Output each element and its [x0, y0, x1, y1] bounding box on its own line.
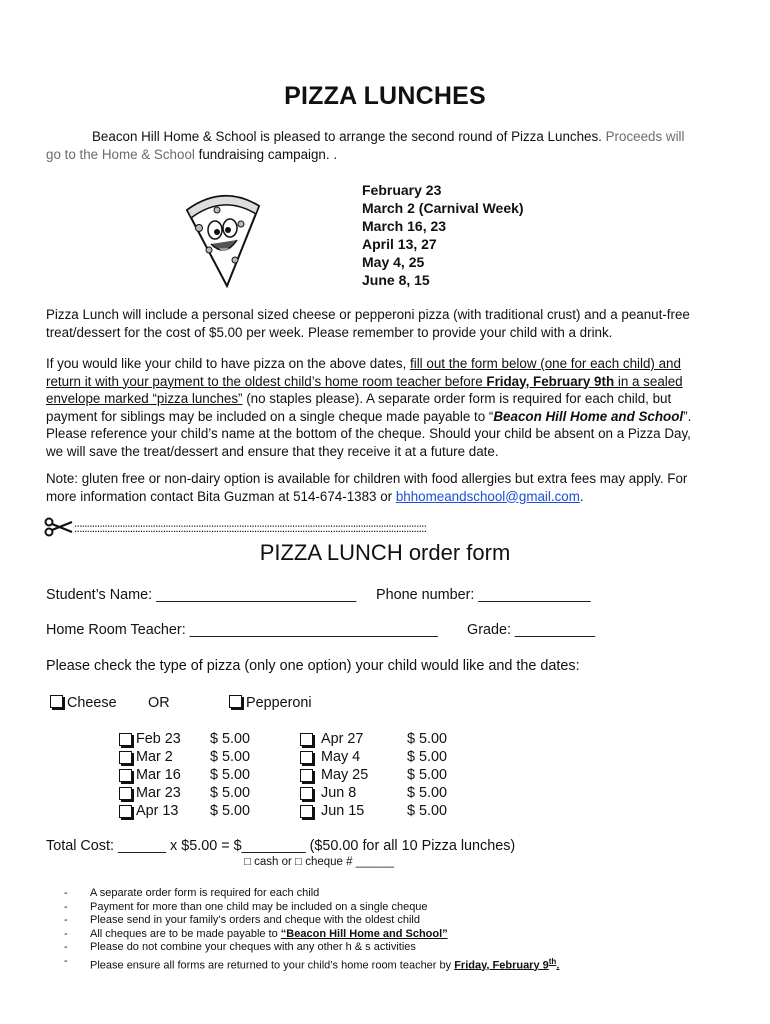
- schedule-row[interactable]: [119, 766, 250, 784]
- phone-row: [376, 587, 590, 603]
- instr-line: [46, 408, 746, 426]
- check-prompt: Please check the type of pizza (only one option) your child would like and the dates:: [46, 658, 580, 674]
- schedule-price: $ 5.00: [210, 749, 251, 765]
- schedule-row[interactable]: [119, 784, 250, 802]
- instr-line: [46, 390, 746, 408]
- cheese-checkbox[interactable]: [50, 695, 63, 708]
- intro-text: Beacon Hill Home & School is pleased to arrange the second round of Pizza Lunches.: [92, 129, 606, 144]
- date-checkbox[interactable]: [300, 805, 313, 818]
- or-text: OR: [148, 695, 170, 711]
- schedule-date: Jun 8: [321, 785, 357, 801]
- pepperoni-label: Pepperoni: [246, 695, 312, 711]
- schedule-row[interactable]: [119, 802, 250, 820]
- schedule-date: Mar 23: [136, 785, 181, 801]
- total-cost-line[interactable]: Total Cost: ______ x $5.00 = $________ ($50.00 for all 10 Pizza lunches): [46, 838, 516, 854]
- schedule-price: $ 5.00: [210, 731, 251, 747]
- date-checkbox[interactable]: [119, 769, 132, 782]
- schedule-date: Mar 2: [136, 749, 173, 765]
- student-name-label: Student’s Name:: [46, 587, 157, 603]
- schedule-price: $ 5.00: [407, 767, 448, 783]
- schedule-price: $ 5.00: [407, 749, 448, 765]
- reminder-text: Please do not combine your cheques with any other h & s activities: [90, 941, 416, 953]
- reminder-item: [64, 928, 559, 942]
- includes-line: Pizza Lunch will include a personal sized cheese or pepperoni pizza (with traditional crust) and a peanut-free: [46, 307, 690, 322]
- note-text: .: [579, 488, 584, 504]
- schedule-left: [119, 730, 250, 820]
- instr-text: (no staples please). A separate order form is required for each child, but: [242, 391, 672, 406]
- bullet-dash: -: [64, 941, 68, 953]
- schedule-date: Feb 23: [136, 731, 181, 747]
- schedule-row[interactable]: [300, 730, 447, 748]
- bullet-dash: -: [64, 914, 68, 926]
- reminder-text: Payment for more than one child may be included on a single cheque: [90, 900, 428, 913]
- schedule-price: $ 5.00: [210, 803, 251, 819]
- student-name-field-ext[interactable]: ______: [308, 587, 357, 603]
- schedule-price: $ 5.00: [210, 785, 251, 801]
- grade-label: Grade:: [467, 622, 515, 638]
- pizza-dates-list: [362, 181, 524, 289]
- date-checkbox[interactable]: [300, 769, 313, 782]
- intro-proceeds: Proceeds will: [605, 129, 685, 144]
- schedule-row[interactable]: [300, 784, 447, 802]
- instr-text: payment for siblings may be included on a single cheque made payable to “: [46, 408, 494, 424]
- page-title: PIZZA LUNCHES: [284, 82, 486, 110]
- date-checkbox[interactable]: [119, 733, 132, 746]
- date-item: May 4, 25: [362, 254, 425, 270]
- bullet-dash: -: [64, 887, 68, 899]
- reminder-item: [64, 955, 559, 973]
- schedule-row[interactable]: [300, 766, 447, 784]
- grade-field[interactable]: __________: [515, 622, 596, 638]
- note-text: more information contact Bita Guzman at 514-674-1383 or: [46, 488, 396, 504]
- instr-line: Please reference your child’s name at the bottom of the cheque. Should your child be absent on a Pizza Day,: [46, 426, 691, 441]
- reminder-item: [64, 941, 559, 955]
- schedule-price: $ 5.00: [210, 767, 251, 783]
- pizza-slice-illustration: [183, 188, 263, 288]
- schedule-date: May 4: [321, 749, 361, 765]
- reminder-text: Please send in your family’s orders and cheque with the oldest child: [90, 914, 420, 926]
- schedule-date: May 25: [321, 767, 369, 783]
- date-item: March 2 (Carnival Week): [362, 200, 524, 216]
- deadline-bold: Friday, February 9: [454, 959, 549, 972]
- instr-line: [46, 373, 746, 391]
- reminder-text: All cheques are to be made payable to: [90, 927, 281, 940]
- cheese-option[interactable]: [50, 695, 117, 711]
- schedule-date: Mar 16: [136, 767, 181, 783]
- date-checkbox[interactable]: [119, 805, 132, 818]
- schedule-date: Jun 15: [321, 803, 365, 819]
- date-checkbox[interactable]: [300, 751, 313, 764]
- pepperoni-checkbox[interactable]: [229, 695, 242, 708]
- contact-email-link[interactable]: bhhomeandschool@gmail.com: [395, 488, 580, 504]
- pepperoni-option[interactable]: [229, 695, 312, 711]
- date-item: April 13, 27: [362, 236, 437, 252]
- schedule-date: Apr 27: [321, 731, 364, 747]
- intro-home-school: go to the Home & School: [46, 147, 199, 162]
- teacher-label: Home Room Teacher:: [46, 622, 190, 638]
- date-checkbox[interactable]: [119, 787, 132, 800]
- date-item: June 8, 15: [362, 272, 430, 288]
- phone-field[interactable]: ______________: [478, 587, 591, 603]
- note-line: Note: gluten free or non-dairy option is available for children with food allergies but extra fees may apply. For: [46, 471, 688, 486]
- reminder-item: [64, 887, 559, 901]
- instructions-paragraph: [46, 355, 746, 460]
- date-checkbox[interactable]: [300, 733, 313, 746]
- bullet-dash: -: [64, 954, 68, 967]
- schedule-price: $ 5.00: [407, 731, 448, 747]
- instr-line: we will save the treat/dessert and ensure that they receive it at a future date.: [46, 443, 499, 459]
- date-item: March 16, 23: [362, 218, 447, 234]
- bullet-dash: -: [64, 927, 68, 940]
- intro-campaign: fundraising campaign. .: [198, 147, 338, 162]
- cut-line: :::::::::::::::::::::::::::::::::::::::::::::::::::::::::::::::::::::::::::::::::::::::::::::::::::::::::::::::::::::::::::::::::::::::::::: [74, 521, 427, 535]
- schedule-right: [300, 730, 447, 820]
- teacher-field[interactable]: _______________________________: [189, 622, 438, 638]
- date-checkbox[interactable]: [119, 751, 132, 764]
- instr-text: If you would like your child to have pizza on the above dates,: [46, 356, 410, 371]
- deadline-period: .: [556, 959, 560, 972]
- payee-name-bold: “Beacon Hill Home and School”: [280, 927, 448, 940]
- instr-text: ”.: [683, 408, 692, 424]
- payee-name: Beacon Hill Home and School: [493, 408, 684, 424]
- reminder-item: [64, 914, 559, 928]
- cheese-label: Cheese: [67, 695, 117, 711]
- instr-underlined: return it with your payment to the oldest child’s home room teacher before: [46, 373, 487, 389]
- teacher-row: [46, 622, 438, 638]
- lunch-includes-paragraph: [46, 306, 736, 341]
- date-item: February 23: [362, 182, 442, 198]
- allergy-note: [46, 470, 746, 505]
- reminder-list: [64, 887, 559, 973]
- instr-underlined: in a sealed: [614, 373, 683, 389]
- includes-line: treat/dessert for the cost of $5.00 per week. Please remember to provide your child with a drink.: [46, 324, 613, 340]
- intro-line1: [92, 128, 732, 146]
- intro-line2: [46, 146, 337, 164]
- note-line: [46, 488, 746, 506]
- reminder-text: A separate order form is required for each child: [90, 887, 320, 899]
- phone-label: Phone number:: [376, 587, 479, 603]
- grade-row: [467, 622, 595, 638]
- payment-method-line[interactable]: □ cash or □ cheque # ______: [244, 856, 395, 868]
- schedule-price: $ 5.00: [407, 803, 448, 819]
- schedule-price: $ 5.00: [407, 785, 448, 801]
- bullet-dash: -: [64, 900, 68, 913]
- instr-underlined: fill out the form below (one for each child) and: [410, 356, 681, 371]
- student-name-row: [46, 587, 356, 603]
- order-form-title: PIZZA LUNCH order form: [259, 540, 511, 565]
- schedule-row[interactable]: [300, 748, 447, 766]
- deadline-date: Friday, February 9th: [486, 373, 615, 389]
- instr-line: [46, 355, 746, 373]
- deadline-suffix: th: [548, 956, 557, 966]
- scissors-icon: [44, 517, 74, 537]
- schedule-date: Apr 13: [136, 803, 179, 819]
- schedule-row[interactable]: [119, 748, 250, 766]
- reminder-text: Please ensure all forms are returned to your child’s home room teacher by: [90, 959, 455, 972]
- schedule-row[interactable]: [119, 730, 250, 748]
- schedule-row[interactable]: [300, 802, 447, 820]
- reminder-item: [64, 901, 559, 915]
- instr-underlined: envelope marked “pizza lunches”: [46, 391, 243, 406]
- student-name-field[interactable]: ___________________: [156, 587, 309, 603]
- date-checkbox[interactable]: [300, 787, 313, 800]
